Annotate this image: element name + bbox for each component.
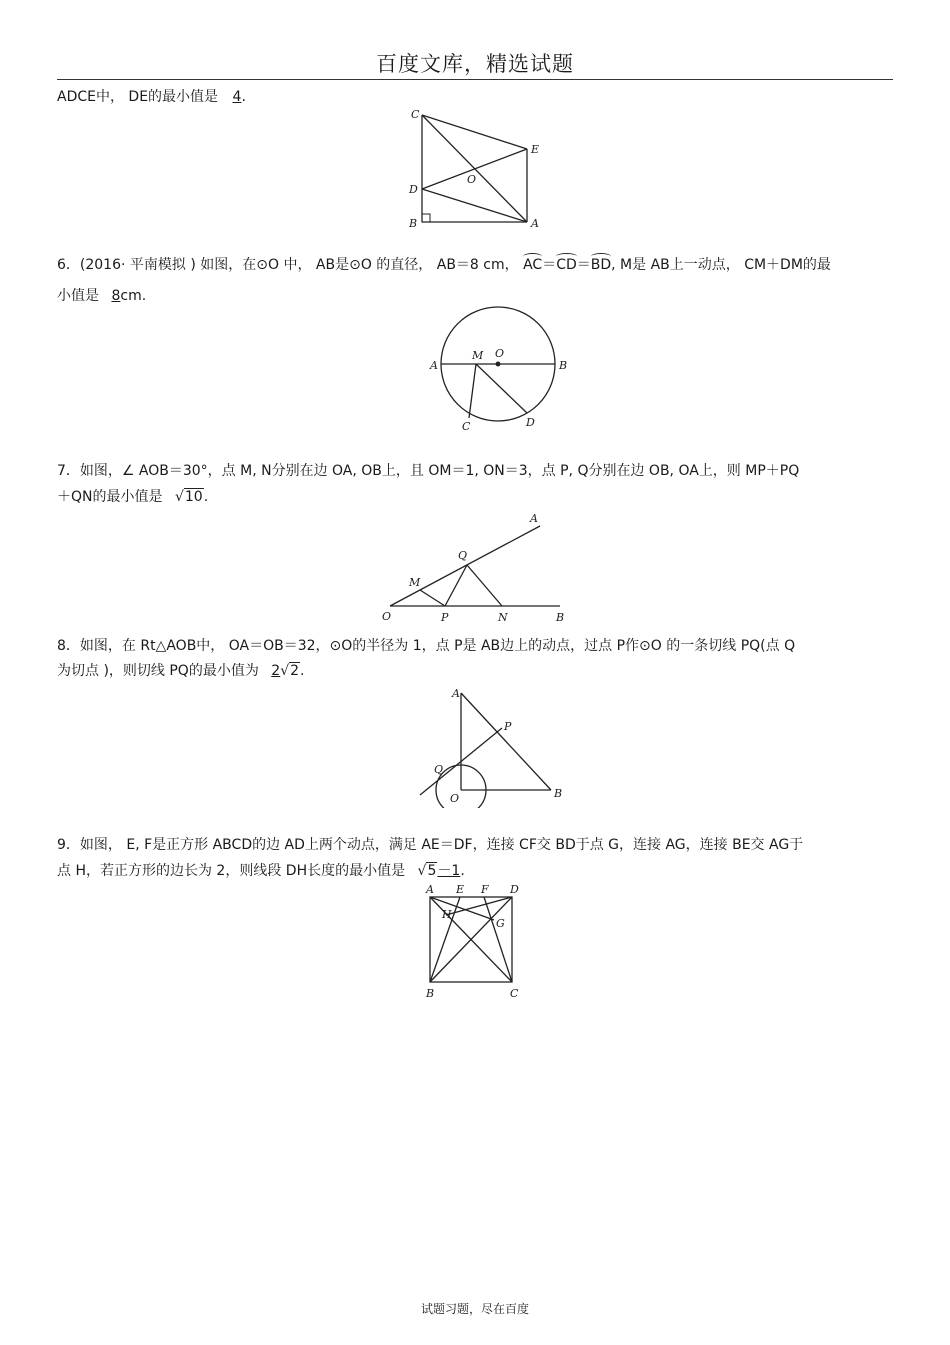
q5-end: . <box>241 89 246 105</box>
q6-answer: 8 <box>111 288 121 304</box>
fig1-label-e: E <box>531 143 540 156</box>
q9-answer-radicand: 5 <box>427 863 437 879</box>
fig3-label-o: O <box>382 610 392 623</box>
fig5-label-c: C <box>510 987 519 1000</box>
q7-line1: 7．如图，∠ AOB＝30°，点 M, N分别在边 OA, OB上，且 OM＝1, ON＝3，点 P, Q分别在边 OB, OA上，则 MP＋PQ <box>57 463 800 479</box>
q7-answer: √10 <box>174 489 203 505</box>
q8-line1: 8．如图，在 Rt△AOB中， OA＝OB＝32，⊙O的半径为 1，点 P是 AB边上的动点，过点 P作⊙O 的一条切线 PQ(点 Q <box>57 638 796 654</box>
fig4-label-p: P <box>504 720 512 733</box>
header-divider <box>57 79 893 80</box>
fig4-label-o: O <box>450 792 460 805</box>
fig3-label-p: P <box>441 611 449 624</box>
figure-quadrilateral <box>405 105 545 230</box>
q6-eq2: ＝ <box>576 257 591 273</box>
q9-stem: 点 H，若正方形的边长为 2，则线段 DH长度的最小值是 <box>57 863 406 879</box>
q6-arc-bd: BD <box>590 257 612 273</box>
fig5-label-a: A <box>426 883 434 896</box>
q8-line2 <box>57 660 305 680</box>
q6-arc-cd: CD <box>556 257 577 273</box>
q8-answer-radicand: 2 <box>290 663 300 679</box>
fig5-label-f: F <box>481 883 489 896</box>
fig2-label-d: D <box>526 416 535 429</box>
q7-line2 <box>57 486 208 506</box>
fig2-label-m: M <box>472 349 484 362</box>
fig1-label-b: B <box>409 217 418 230</box>
q9-answer-rest: －1 <box>437 863 461 879</box>
fig2-label-b: B <box>559 359 568 372</box>
fig4-label-q: Q <box>434 763 444 776</box>
figure-angle-aob <box>378 508 578 626</box>
q5-text <box>57 86 246 106</box>
q5-stem: ADCE中， DE的最小值是 <box>57 89 219 105</box>
fig3-label-b: B <box>556 611 565 624</box>
fig4-label-a: A <box>452 687 460 700</box>
page-header-title: 百度文库，精选试题 <box>376 52 574 76</box>
fig5-label-d: D <box>510 883 519 896</box>
q8-answer: √2 <box>280 663 300 679</box>
q9-line1: 9．如图， E, F是正方形 ABCD的边 AD上两个动点，满足 AE＝DF，连接 CF交 BD于点 G，连接 AG，连接 BE交 AG于 <box>57 837 804 853</box>
fig1-label-d: D <box>409 183 418 196</box>
q8-stem: 为切点 )，则切线 PQ的最小值为 <box>57 663 259 679</box>
figure-right-triangle <box>412 683 572 808</box>
figure-square <box>418 880 533 1005</box>
fig2-label-a: A <box>430 359 438 372</box>
q7-stem: ＋QN的最小值是 <box>57 489 163 505</box>
fig5-label-b: B <box>426 987 435 1000</box>
fig5-label-h: H <box>442 908 452 921</box>
q8-end: . <box>300 663 305 679</box>
q5-answer: 4 <box>232 89 242 105</box>
fig1-label-o: O <box>467 173 477 186</box>
q9-end: . <box>460 863 465 879</box>
q9-line2 <box>57 860 465 880</box>
fig2-label-o: O <box>495 347 505 360</box>
fig3-label-n: N <box>498 611 508 624</box>
q6-eq1: ＝ <box>542 257 557 273</box>
q8-answer-coef: 2 <box>271 663 281 679</box>
page-footer: 试题习题，尽在百度 <box>420 1302 529 1316</box>
fig5-label-e: E <box>456 883 465 896</box>
fig2-label-c: C <box>462 420 471 433</box>
fig1-label-c: C <box>411 108 420 121</box>
q6-stem-a: 6．(2016· 平南模拟 ) 如图，在⊙O 中， AB是⊙O 的直径， AB＝8 cm， <box>57 257 519 273</box>
figure-circle-diameter <box>428 303 573 433</box>
fig5-label-g: G <box>496 917 505 930</box>
fig1-label-a: A <box>531 217 539 230</box>
q9-answer: √5 <box>417 863 437 879</box>
fig4-label-b: B <box>554 787 563 800</box>
q6-line2 <box>57 285 146 305</box>
q7-answer-radicand: 10 <box>184 489 203 505</box>
q6-stem-b: , M是 AB上一动点， CM＋DM的最 <box>611 257 831 273</box>
q6-arc-ac: AC <box>523 257 543 273</box>
q6-stem-c: 小值是 <box>57 288 99 304</box>
q7-end: . <box>203 489 209 505</box>
q6-line1 <box>57 254 831 274</box>
fig3-label-m: M <box>409 576 421 589</box>
q6-unit: cm. <box>120 288 147 304</box>
fig3-label-q: Q <box>458 549 468 562</box>
fig3-label-a: A <box>530 512 538 525</box>
